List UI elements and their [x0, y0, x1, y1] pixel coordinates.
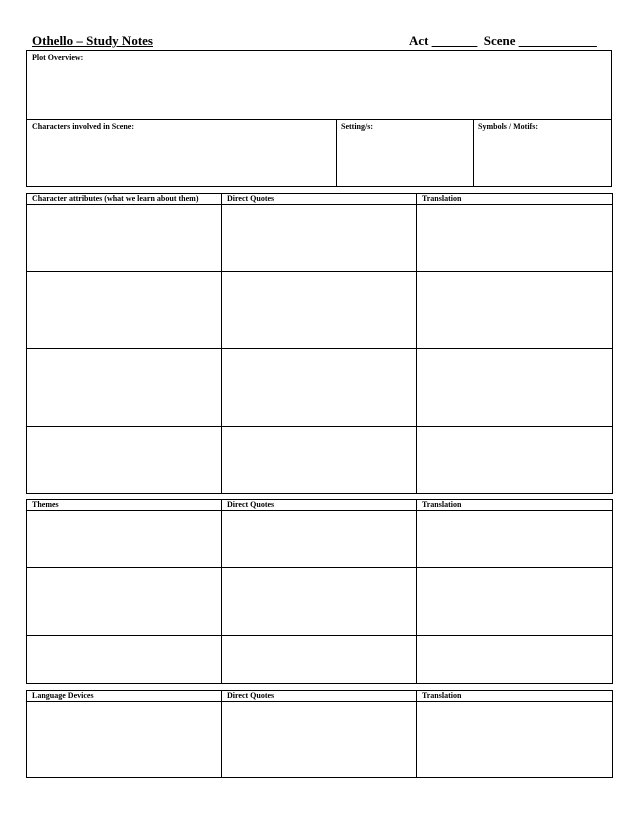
- column-header: Direct Quotes: [222, 500, 417, 511]
- column-header: Character attributes (what we learn about them): [27, 194, 222, 205]
- blank-cell[interactable]: [27, 511, 222, 568]
- column-header: Translation: [417, 691, 613, 702]
- table-row: [27, 568, 613, 636]
- setting-label: Setting/s:: [341, 122, 373, 131]
- blank-cell[interactable]: [27, 205, 222, 272]
- character-attributes-table: [26, 193, 613, 494]
- blank-cell[interactable]: [222, 636, 417, 684]
- table-row: [27, 205, 613, 272]
- blank-cell[interactable]: [417, 568, 613, 636]
- table-header-row: [27, 194, 613, 205]
- blank-cell[interactable]: [222, 205, 417, 272]
- blank-cell[interactable]: [417, 702, 613, 778]
- column-header: Language Devices: [27, 691, 222, 702]
- blank-cell[interactable]: [417, 427, 613, 494]
- scene-label: Scene: [483, 33, 516, 48]
- blank-cell[interactable]: [222, 568, 417, 636]
- column-header: Direct Quotes: [222, 691, 417, 702]
- column-header: Translation: [417, 500, 613, 511]
- blank-cell[interactable]: [27, 702, 222, 778]
- blank-cell[interactable]: [417, 511, 613, 568]
- blank-cell[interactable]: [222, 272, 417, 349]
- act-scene-line: [409, 33, 597, 49]
- language-devices-table: [26, 690, 613, 778]
- table-row: [27, 349, 613, 427]
- blank-cell[interactable]: [27, 272, 222, 349]
- blank-cell[interactable]: [222, 511, 417, 568]
- column-header: Themes: [27, 500, 222, 511]
- table-row: [27, 272, 613, 349]
- table-row: [27, 636, 613, 684]
- divider: [336, 119, 337, 186]
- divider: [473, 119, 474, 186]
- characters-involved-label: Characters involved in Scene:: [32, 122, 134, 131]
- blank-cell[interactable]: [417, 349, 613, 427]
- blank-cell[interactable]: [27, 427, 222, 494]
- table-row: [27, 427, 613, 494]
- table-row: [27, 511, 613, 568]
- blank-cell[interactable]: [222, 349, 417, 427]
- blank-cell[interactable]: [417, 636, 613, 684]
- divider: [27, 119, 611, 120]
- page-title: Othello – Study Notes: [32, 33, 153, 48]
- blank-cell[interactable]: [27, 349, 222, 427]
- blank-cell[interactable]: [417, 205, 613, 272]
- act-label: Act: [409, 33, 429, 48]
- blank-cell[interactable]: [222, 427, 417, 494]
- blank-cell[interactable]: [417, 272, 613, 349]
- blank-cell[interactable]: [27, 636, 222, 684]
- plot-overview-box: [26, 50, 612, 187]
- symbols-motifs-label: Symbols / Motifs:: [478, 122, 538, 131]
- scene-blank[interactable]: ____________: [518, 33, 597, 48]
- column-header: Direct Quotes: [222, 194, 417, 205]
- blank-cell[interactable]: [222, 702, 417, 778]
- plot-overview-label: Plot Overview:: [32, 53, 84, 62]
- table-row: [27, 702, 613, 778]
- table-header-row: [27, 691, 613, 702]
- column-header: Translation: [417, 194, 613, 205]
- blank-cell[interactable]: [27, 568, 222, 636]
- themes-table: [26, 499, 613, 684]
- table-header-row: [27, 500, 613, 511]
- act-blank[interactable]: _______: [431, 33, 478, 48]
